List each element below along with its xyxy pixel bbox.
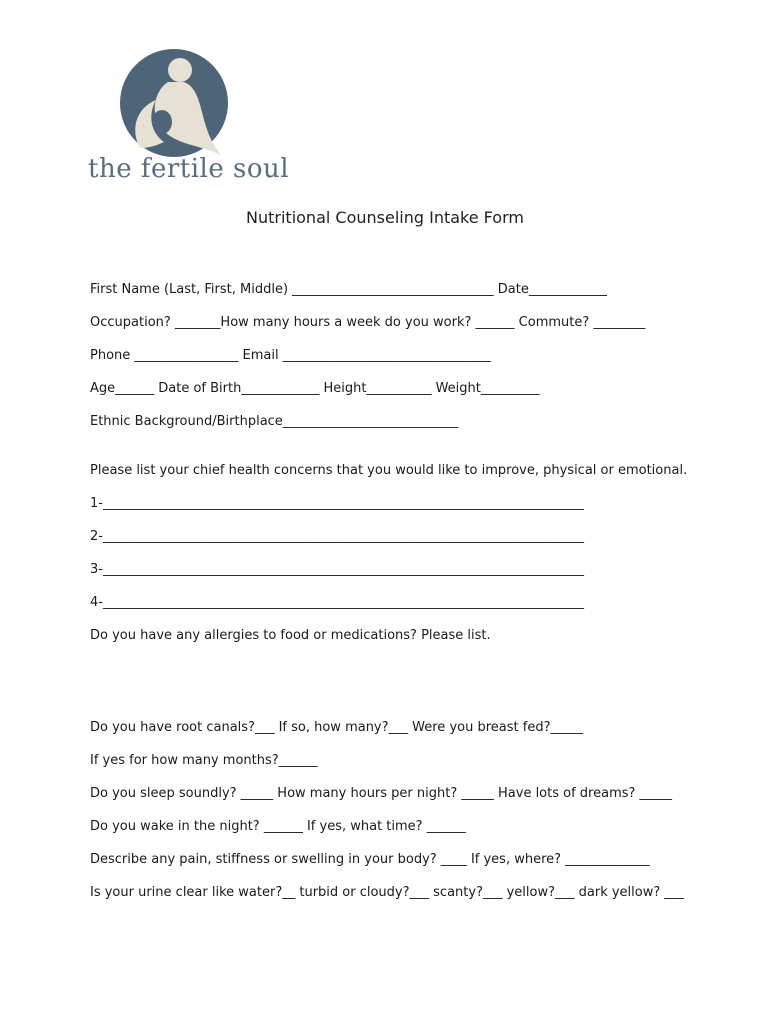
health-concern-3-line[interactable]: 3-__________________________________________________________________________ bbox=[90, 562, 584, 577]
age-dob-height-weight-line[interactable]: Age______ Date of Birth____________ Height__________ Weight_________ bbox=[90, 381, 540, 396]
health-concern-2-line[interactable]: 2-__________________________________________________________________________ bbox=[90, 529, 584, 544]
form-title: Nutritional Counseling Intake Form bbox=[246, 208, 524, 227]
logo-figure-icon bbox=[110, 48, 238, 158]
pain-line[interactable]: Describe any pain, stiffness or swelling in your body? ____ If yes, where? _____________ bbox=[90, 852, 650, 867]
ethnic-background-line[interactable]: Ethnic Background/Birthplace___________________________ bbox=[90, 414, 459, 429]
sleep-line[interactable]: Do you sleep soundly? _____ How many hours per night? _____ Have lots of dreams? _____ bbox=[90, 786, 673, 801]
name-date-line[interactable]: First Name (Last, First, Middle) _______________________________ Date____________ bbox=[90, 282, 607, 297]
health-concerns-prompt: Please list your chief health concerns that you would like to improve, physical or emotional. bbox=[90, 463, 688, 478]
root-canals-line[interactable]: Do you have root canals?___ If so, how many?___ Were you breast fed?_____ bbox=[90, 720, 583, 735]
phone-email-line[interactable]: Phone ________________ Email ________________________________ bbox=[90, 348, 491, 363]
health-concern-1-line[interactable]: 1-__________________________________________________________________________ bbox=[90, 496, 584, 511]
urine-line[interactable]: Is your urine clear like water?__ turbid or cloudy?___ scanty?___ yellow?___ dark yellow? ___ bbox=[90, 885, 684, 900]
wake-night-line[interactable]: Do you wake in the night? ______ If yes, what time? ______ bbox=[90, 819, 466, 834]
breastfed-months-line[interactable]: If yes for how many months?______ bbox=[90, 753, 318, 768]
allergies-prompt: Do you have any allergies to food or medications? Please list. bbox=[90, 628, 491, 643]
logo bbox=[88, 48, 290, 193]
occupation-line[interactable]: Occupation? _______How many hours a week do you work? ______ Commute? ________ bbox=[90, 315, 646, 330]
logo-text: the fertile soul bbox=[88, 154, 290, 184]
health-concern-4-line[interactable]: 4-__________________________________________________________________________ bbox=[90, 595, 584, 610]
